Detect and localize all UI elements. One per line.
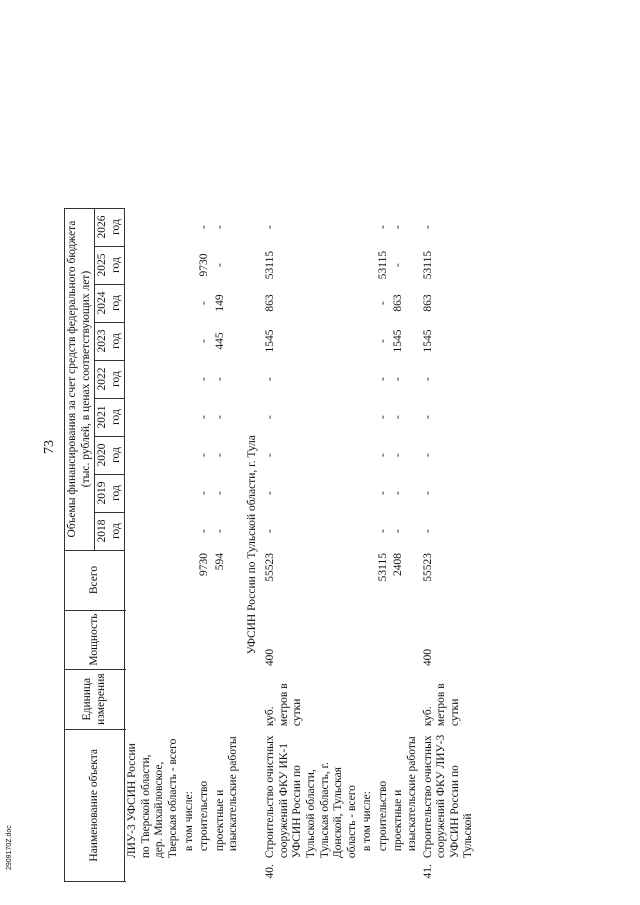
header-year: 2024 год	[95, 284, 125, 322]
year-value-cell: -	[198, 339, 211, 343]
capacity-cell	[391, 610, 420, 669]
year-value-cell: -	[421, 415, 434, 419]
total-cell: 53115	[376, 553, 389, 582]
row-number	[125, 861, 182, 881]
table-row	[376, 208, 392, 881]
year-value-cell	[360, 360, 376, 398]
total-cell: 55523	[264, 553, 277, 582]
year-value-cell	[125, 398, 182, 436]
total-cell: 9730	[198, 553, 211, 577]
rotated-page	[34, 12, 614, 882]
year-value-cell	[182, 398, 198, 436]
capacity-cell: 400	[264, 648, 277, 667]
year-value-cell	[182, 436, 198, 474]
object-name: проектные и изыскательские работы	[213, 736, 240, 852]
header-year: 2021 год	[95, 398, 125, 436]
row-number	[182, 861, 198, 881]
capacity-cell	[197, 610, 213, 669]
header-total: Всего	[65, 550, 125, 610]
year-value-cell	[360, 398, 376, 436]
year-value-cell: -	[198, 529, 211, 533]
section-title: УФСИН России по Тульской области, г. Тула	[245, 435, 258, 655]
capacity-cell	[125, 610, 182, 669]
unit-cell: куб. метров в сутки	[421, 683, 461, 727]
year-value-cell: -	[213, 453, 226, 457]
object-name: Строительство очистных сооружений ФКУ ИК-1 УФСИН России по Тульской области, Тульская область, г. Донской, Тульская область - всего	[264, 735, 358, 859]
year-value-cell: 863	[421, 294, 434, 312]
unit-cell	[376, 669, 392, 729]
header-year: 2020 год	[95, 436, 125, 474]
total-cell: 55523	[421, 553, 434, 582]
year-value-cell	[125, 284, 182, 322]
year-value-cell	[360, 512, 376, 550]
unit-cell: куб. метров в сутки	[264, 683, 304, 727]
year-value-cell: -	[213, 491, 226, 495]
year-value-cell: -	[376, 339, 389, 343]
year-value-cell: -	[198, 491, 211, 495]
year-value-cell: -	[213, 225, 226, 229]
year-value-cell	[182, 208, 198, 246]
year-value-cell: -	[421, 377, 434, 381]
year-value-cell	[125, 322, 182, 360]
year-value-cell: 149	[213, 294, 226, 312]
year-value-cell: -	[213, 377, 226, 381]
year-value-cell	[360, 322, 376, 360]
total-cell	[360, 550, 376, 610]
year-value-cell: 863	[264, 294, 277, 312]
year-value-cell: -	[392, 415, 405, 419]
year-value-cell: -	[213, 415, 226, 419]
year-value-cell: -	[392, 263, 405, 267]
row-number	[360, 861, 376, 881]
row-number: 41.	[421, 864, 434, 879]
unit-cell	[360, 669, 376, 729]
table-row	[360, 208, 376, 881]
year-value-cell: -	[264, 415, 277, 419]
year-value-cell: -	[198, 301, 211, 305]
year-value-cell: -	[264, 453, 277, 457]
year-value-cell	[125, 360, 182, 398]
object-name: в том числе:	[182, 791, 195, 852]
year-value-cell	[182, 360, 198, 398]
year-value-cell	[360, 208, 376, 246]
table-row	[182, 208, 198, 881]
header-year: 2026 год	[95, 208, 125, 246]
header-year: 2023 год	[95, 322, 125, 360]
header-year: 2025 год	[95, 246, 125, 284]
row-number: 40.	[264, 864, 277, 879]
year-value-cell	[182, 246, 198, 284]
year-value-cell: 53115	[264, 250, 277, 280]
total-cell	[125, 550, 182, 610]
table-row	[391, 208, 420, 881]
year-value-cell: -	[264, 529, 277, 533]
year-value-cell: -	[421, 225, 434, 229]
object-name: проектные и изыскательские работы	[392, 736, 418, 852]
year-value-cell: -	[421, 529, 434, 533]
year-value-cell: -	[376, 491, 389, 495]
year-value-cell	[125, 512, 182, 550]
year-value-cell: -	[198, 453, 211, 457]
year-value-cell	[125, 436, 182, 474]
year-value-cell: 863	[392, 294, 405, 312]
year-value-cell: 53115	[421, 250, 434, 280]
year-value-cell	[125, 208, 182, 246]
year-value-cell	[182, 474, 198, 512]
row-number	[391, 861, 420, 881]
row-number	[213, 861, 242, 881]
unit-cell	[182, 669, 198, 729]
capacity-cell	[213, 610, 242, 669]
year-value-cell: -	[264, 491, 277, 495]
year-value-cell: -	[392, 225, 405, 229]
year-value-cell	[182, 512, 198, 550]
year-value-cell	[182, 284, 198, 322]
year-value-cell: -	[376, 301, 389, 305]
table-row	[263, 208, 360, 881]
header-funding: Объемы финансирования за счет средств федерального бюджета (тыс. рублей, в ценах соответствующих лет)	[65, 208, 95, 550]
year-value-cell: -	[376, 377, 389, 381]
year-value-cell: -	[376, 415, 389, 419]
object-name: ЛИУ-3 УФСИН России по Тверской области, дер. Михайловское, Тверская область - всего	[126, 738, 179, 859]
year-value-cell: -	[392, 529, 405, 533]
year-value-cell: -	[392, 377, 405, 381]
year-value-cell: 9730	[198, 253, 211, 277]
table-row	[421, 208, 477, 881]
year-value-cell: -	[264, 225, 277, 229]
year-value-cell: -	[198, 377, 211, 381]
footer-doc-code: 2909170Z.doc	[6, 825, 13, 870]
year-value-cell: -	[264, 377, 277, 381]
capacity-cell	[376, 610, 392, 669]
section-row	[242, 208, 264, 881]
year-value-cell	[125, 474, 182, 512]
year-value-cell	[360, 284, 376, 322]
unit-cell	[213, 669, 242, 729]
year-value-cell: -	[421, 491, 434, 495]
funding-table	[64, 208, 477, 882]
page-number: 73	[42, 440, 57, 454]
header-name: Наименование объекта	[65, 729, 125, 881]
total-cell	[182, 550, 198, 610]
row-number	[197, 861, 213, 881]
capacity-cell: 400	[421, 648, 434, 667]
year-value-cell: -	[213, 263, 226, 267]
year-value-cell: -	[392, 491, 405, 495]
unit-cell	[391, 669, 420, 729]
row-number	[376, 861, 392, 881]
year-value-cell: -	[376, 225, 389, 229]
object-name: строительство	[198, 780, 211, 852]
header-unit: Единица измерения	[65, 669, 125, 729]
year-value-cell: -	[376, 529, 389, 533]
header-year: 2022 год	[95, 360, 125, 398]
object-name: Строительство очистных сооружений ФКУ ЛИУ-3 УФСИН России по Тульской	[421, 734, 475, 859]
year-value-cell: 1545	[392, 329, 405, 353]
year-value-cell: -	[376, 453, 389, 457]
year-value-cell	[360, 246, 376, 284]
year-value-cell: -	[213, 529, 226, 533]
year-value-cell: 445	[213, 332, 226, 350]
object-name: в том числе:	[361, 791, 374, 852]
year-value-cell: -	[198, 225, 211, 229]
year-value-cell: 53115	[376, 250, 389, 280]
table-row	[213, 208, 242, 881]
object-name: строительство	[376, 780, 389, 852]
year-value-cell: -	[198, 415, 211, 419]
table-row	[197, 208, 213, 881]
year-value-cell: -	[392, 453, 405, 457]
capacity-cell	[182, 610, 198, 669]
year-value-cell	[125, 246, 182, 284]
year-value-cell	[360, 436, 376, 474]
year-value-cell	[360, 474, 376, 512]
capacity-cell	[360, 610, 376, 669]
total-cell: 2408	[392, 553, 405, 577]
unit-cell	[125, 669, 182, 729]
year-value-cell	[182, 322, 198, 360]
total-cell: 594	[213, 553, 226, 571]
table-row	[125, 208, 182, 881]
header-year: 2018 год	[95, 512, 125, 550]
header-year: 2019 год	[95, 474, 125, 512]
header-capacity: Мощность	[65, 610, 125, 669]
year-value-cell: -	[421, 453, 434, 457]
unit-cell	[197, 669, 213, 729]
year-value-cell: 1545	[421, 329, 434, 353]
year-value-cell: 1545	[264, 329, 277, 353]
